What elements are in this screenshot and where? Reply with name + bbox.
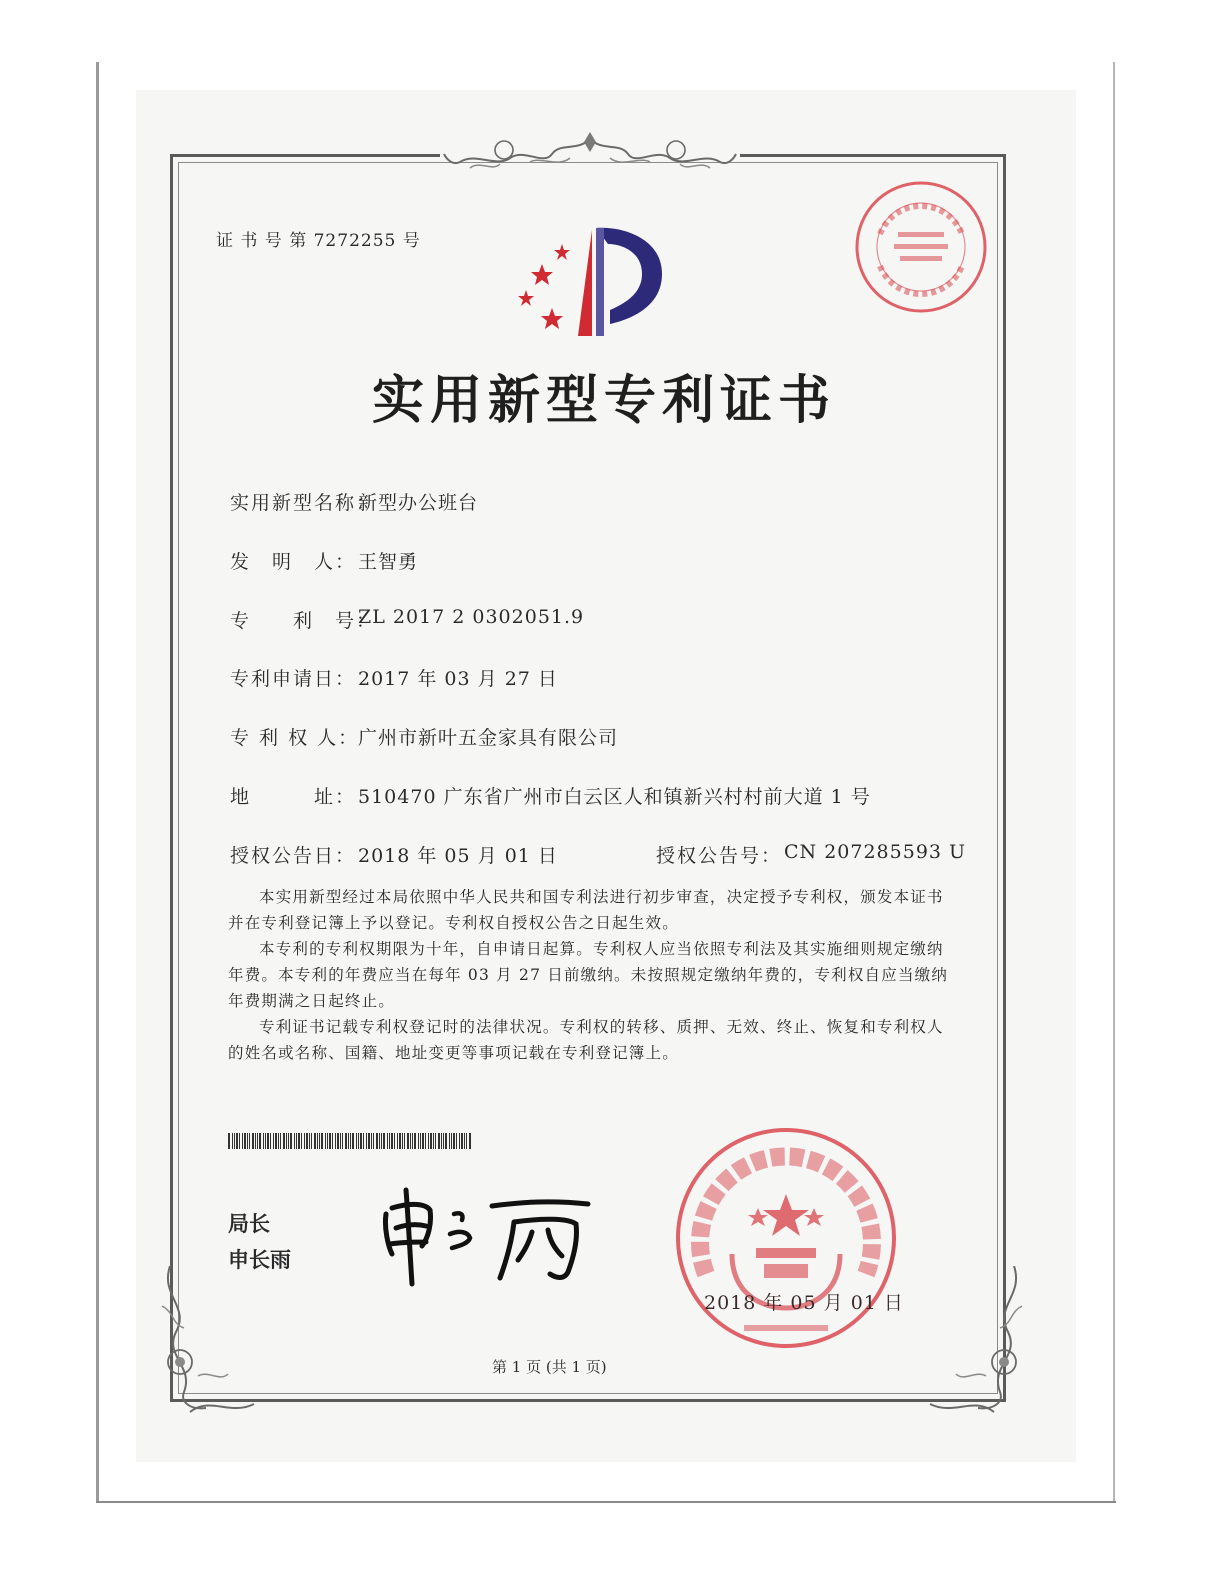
barcode-bar: [301, 1133, 302, 1149]
national-ip-office-seal-icon: [672, 1124, 900, 1352]
barcode-bar: [267, 1133, 269, 1149]
barcode-bar: [383, 1133, 385, 1149]
barcode-bar: [435, 1133, 436, 1149]
barcode-bar: [275, 1133, 277, 1149]
utility-model-name-label: 实用新型名称：: [230, 492, 378, 514]
barcode-bar: [342, 1133, 343, 1149]
barcode-bar: [236, 1133, 238, 1149]
barcode-bar: [387, 1133, 388, 1149]
barcode-bar: [360, 1133, 362, 1149]
barcode-bar: [252, 1133, 254, 1149]
patentee-label: 专 利 权 人：: [230, 727, 360, 749]
barcode-bar: [278, 1133, 279, 1149]
barcode-bar: [366, 1133, 367, 1149]
barcode-bar: [449, 1133, 450, 1149]
barcode-bar: [428, 1133, 429, 1149]
barcode-bar: [239, 1133, 240, 1149]
certificate-body: [228, 884, 958, 1066]
barcode-bar: [433, 1133, 434, 1149]
barcode-bar: [314, 1133, 316, 1149]
barcode-bar: [418, 1133, 419, 1149]
barcode-bar: [389, 1133, 390, 1149]
patent-office-logo-icon: [512, 224, 668, 342]
barcode-bar: [325, 1133, 326, 1149]
barcode-bar: [399, 1133, 401, 1149]
barcode-bar: [453, 1133, 455, 1149]
director-name: 申长雨: [228, 1248, 291, 1272]
patent-number-value: ZL 2017 2 0302051.9: [358, 606, 585, 628]
certificate-number: 证 书 号 第 7272255 号: [216, 231, 421, 251]
barcode-bar: [469, 1133, 471, 1149]
barcode-bar: [430, 1133, 432, 1149]
barcode-bar: [394, 1133, 395, 1149]
barcode-bar: [232, 1133, 233, 1149]
barcode-bar: [352, 1133, 354, 1149]
body-paragraph: 专利证书记载专利权登记时的法律状况。专利权的转移、质押、无效、终止、恢复和专利权人的姓名或名称、国籍、地址变更等事项记载在专利登记簿上。: [228, 1018, 944, 1062]
scan-edge-bottom: [96, 1501, 1116, 1503]
barcode-icon: [228, 1133, 472, 1149]
barcode-bar: [363, 1133, 364, 1149]
barcode-bar: [414, 1133, 416, 1149]
inventor-value: 王智勇: [358, 551, 419, 573]
barcode-bar: [311, 1133, 312, 1149]
barcode-bar: [371, 1133, 372, 1149]
barcode-bar: [412, 1133, 413, 1149]
barcode-bar: [319, 1133, 320, 1149]
barcode-bar: [263, 1133, 264, 1149]
barcode-bar: [461, 1133, 463, 1149]
barcode-bar: [425, 1133, 426, 1149]
barcode-bar: [329, 1133, 331, 1149]
corner-tax-seal-icon: [852, 178, 990, 316]
barcode-bar: [350, 1133, 351, 1149]
barcode-bar: [340, 1133, 341, 1149]
patent-number-label: 专 利 号：: [230, 610, 378, 632]
page-footer: 第 1 页 (共 1 页): [492, 1358, 607, 1376]
barcode-bar: [296, 1133, 297, 1149]
scan-edge-right: [1113, 62, 1115, 1502]
barcode-bar: [280, 1133, 281, 1149]
barcode-bar: [420, 1133, 421, 1149]
barcode-bar: [317, 1133, 318, 1149]
barcode-bar: [288, 1133, 289, 1149]
barcode-bar: [332, 1133, 333, 1149]
barcode-bar: [443, 1133, 444, 1149]
body-paragraph: 本实用新型经过本局依照中华人民共和国专利法进行初步审查，决定授予专利权，颁发本证书并在专利登记簿上予以登记。专利权自授权公告之日起生效。: [228, 888, 944, 932]
director-signature-icon: [372, 1184, 598, 1288]
filing-date-value: 2017 年 03 月 27 日: [358, 668, 558, 690]
barcode-bar: [404, 1133, 405, 1149]
grant-number-value: CN 207285593 U: [784, 841, 967, 863]
barcode-bar: [356, 1133, 357, 1149]
barcode-bar: [381, 1133, 382, 1149]
barcode-bar: [407, 1133, 409, 1149]
barcode-bar: [265, 1133, 266, 1149]
barcode-bar: [247, 1133, 248, 1149]
barcode-bar: [259, 1133, 261, 1149]
barcode-bar: [464, 1133, 465, 1149]
top-ornament-icon: [440, 128, 740, 180]
patentee-value: 广州市新叶五金家具有限公司: [358, 727, 619, 749]
barcode-bar: [298, 1133, 300, 1149]
barcode-bar: [368, 1133, 370, 1149]
barcode-bar: [244, 1133, 246, 1149]
bottom-left-ornament-icon: [150, 1266, 260, 1416]
barcode-bar: [249, 1133, 250, 1149]
barcode-bar: [228, 1133, 230, 1149]
barcode-bar: [410, 1133, 411, 1149]
barcode-bar: [459, 1133, 460, 1149]
barcode-bar: [255, 1133, 256, 1149]
barcode-bar: [242, 1133, 243, 1149]
barcode-bar: [327, 1133, 328, 1149]
barcode-bar: [273, 1133, 274, 1149]
certificate-title: 实用新型专利证书: [372, 371, 837, 431]
barcode-bar: [337, 1133, 339, 1149]
barcode-bar: [397, 1133, 398, 1149]
barcode-bar: [270, 1133, 271, 1149]
barcode-bar: [294, 1133, 295, 1149]
barcode-bar: [438, 1133, 440, 1149]
barcode-bar: [358, 1133, 359, 1149]
barcode-bar: [441, 1133, 442, 1149]
barcode-bar: [257, 1133, 258, 1149]
barcode-bar: [391, 1133, 393, 1149]
barcode-bar: [376, 1133, 378, 1149]
director-title: 局长: [228, 1212, 270, 1236]
barcode-bar: [283, 1133, 285, 1149]
barcode-bar: [466, 1133, 467, 1149]
barcode-bar: [373, 1133, 374, 1149]
body-paragraph: 本专利的专利权期限为十年，自申请日起算。专利权人应当依照专利法及其实施细则规定缴纳年费。本专利的年费应当在每年 03 月 27 日前缴纳。未按照规定缴纳年费的，专利权自应当缴纳年费期满之日起终止。: [228, 940, 949, 1010]
barcode-bar: [445, 1133, 447, 1149]
barcode-bar: [402, 1133, 403, 1149]
seal-date: 2018 年 05 月 01 日: [704, 1292, 904, 1314]
grant-number-label: 授权公告号：: [656, 845, 783, 867]
scan-edge-left: [96, 62, 99, 1502]
barcode-bar: [306, 1133, 308, 1149]
barcode-bar: [234, 1133, 235, 1149]
barcode-bar: [321, 1133, 323, 1149]
bottom-right-ornament-icon: [924, 1266, 1034, 1416]
utility-model-name-value: 新型办公班台: [358, 492, 479, 514]
barcode-bar: [286, 1133, 287, 1149]
address-label: 地 址：: [230, 786, 357, 808]
barcode-bar: [422, 1133, 424, 1149]
barcode-bar: [345, 1133, 347, 1149]
address-value: 510470 广东省广州市白云区人和镇新兴村村前大道 1 号: [358, 786, 871, 808]
filing-date-label: 专利申请日：: [230, 668, 357, 690]
barcode-bar: [451, 1133, 452, 1149]
barcode-bar: [304, 1133, 305, 1149]
grant-date-label: 授权公告日：: [230, 845, 357, 867]
barcode-bar: [309, 1133, 310, 1149]
barcode-bar: [348, 1133, 349, 1149]
barcode-bar: [335, 1133, 336, 1149]
inventor-label: 发 明 人：: [230, 551, 357, 573]
barcode-bar: [379, 1133, 380, 1149]
barcode-bar: [290, 1133, 292, 1149]
barcode-bar: [456, 1133, 457, 1149]
grant-date-value: 2018 年 05 月 01 日: [358, 845, 558, 867]
